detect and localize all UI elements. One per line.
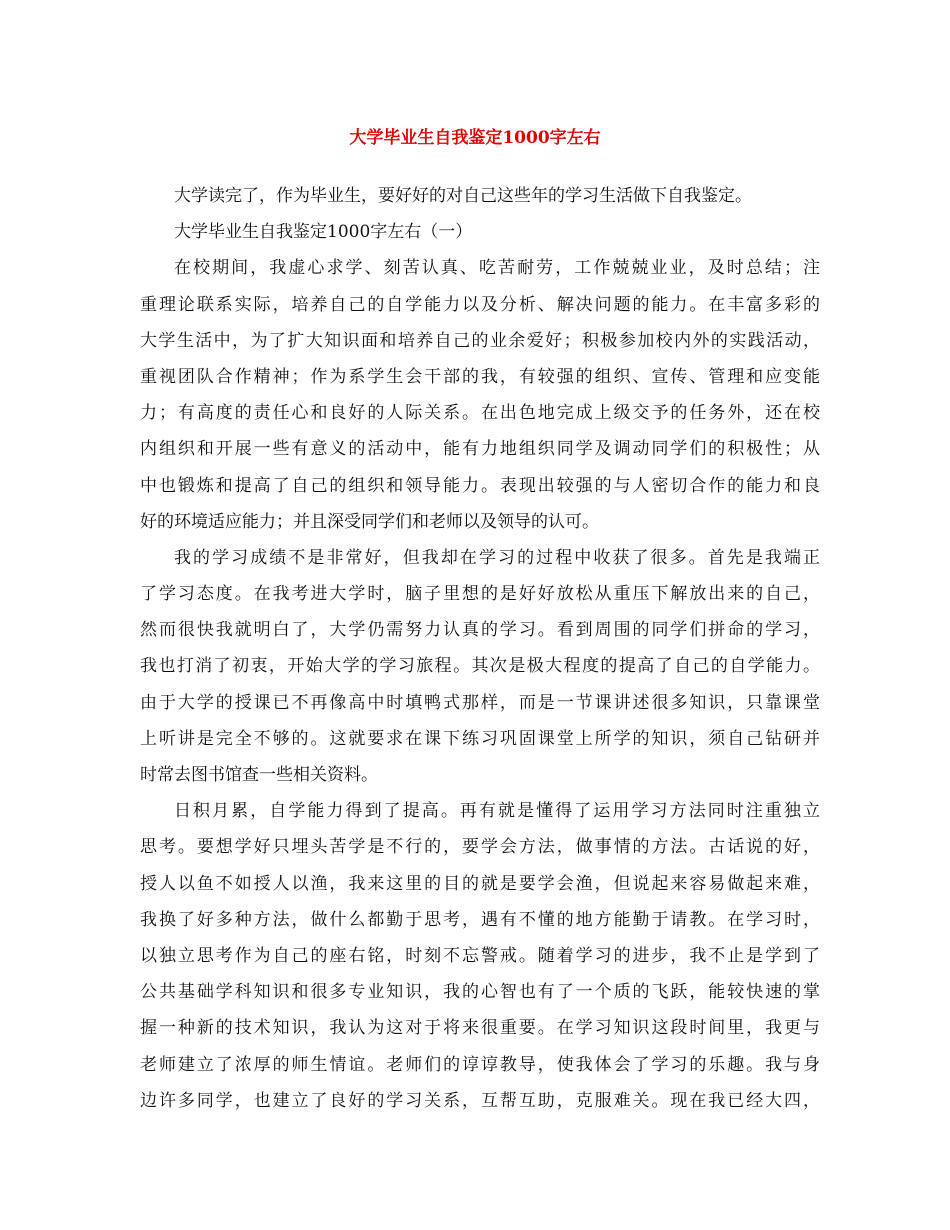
text-line: 大学毕业生自我鉴定1000字左右（一） xyxy=(174,222,473,243)
text-line: 在校期间，我虚心求学、刻苦认真、吃苦耐劳，工作兢兢业业，及时总结；注 xyxy=(174,258,820,279)
document-body xyxy=(140,178,820,1119)
document-title: 大学毕业生自我鉴定1000字左右 xyxy=(349,128,601,148)
text-line: 我换了好多种方法，做什么都勤于思考，遇有不懂的地方能勤于请教。在学习时， xyxy=(140,909,820,930)
text-line: 上听讲是完全不够的。这就要求在课下练习巩固课堂上所学的知识，须自己钻研并 xyxy=(140,728,820,749)
text-line: 然而很快我就明白了，大学仍需努力认真的学习。看到周围的同学们拼命的学习， xyxy=(140,620,820,641)
text-line: 时常去图书馆查一些相关资料。 xyxy=(140,765,378,785)
text-line: 边许多同学，也建立了良好的学习关系，互帮互助，克服难关。现在我已经大四， xyxy=(140,1090,820,1111)
text-line: 力；有高度的责任心和良好的人际关系。在出色地完成上级交予的任务外，还在校 xyxy=(140,403,820,424)
text-line: 重理论联系实际，培养自己的自学能力以及分析、解决问题的能力。在丰富多彩的 xyxy=(140,294,820,315)
text-line: 公共基础学科知识和很多专业知识，我的心智也有了一个质的飞跃，能较快速的掌 xyxy=(140,982,820,1003)
text-line: 授人以鱼不如授人以渔，我来这里的目的就是要学会渔，但说起来容易做起来难， xyxy=(140,873,820,894)
text-line: 了学习态度。在我考进大学时，脑子里想的是好好放松从重压下解放出来的自己， xyxy=(140,584,820,605)
text-line: 日积月累，自学能力得到了提高。再有就是懂得了运用学习方法同时注重独立 xyxy=(174,801,820,822)
text-line: 好的环境适应能力；并且深受同学们和老师以及领导的认可。 xyxy=(140,511,599,532)
text-line: 内组织和开展一些有意义的活动中，能有力地组织同学及调动同学们的积极性；从 xyxy=(140,439,820,460)
text-line: 重视团队合作精神；作为系学生会干部的我，有较强的组织、宣传、管理和应变能 xyxy=(140,366,820,387)
text-line: 握一种新的技术知识，我认为这对于将来很重要。在学习知识这段时间里，我更与 xyxy=(140,1018,820,1039)
text-line: 大学读完了，作为毕业生，要好好的对自己这些年的学习生活做下自我鉴定。 xyxy=(174,186,752,206)
text-line: 我的学习成绩不是非常好，但我却在学习的过程中收获了很多。首先是我端正 xyxy=(174,547,820,568)
text-line: 思考。要想学好只埋头苦学是不行的，要学会方法，做事情的方法。古话说的好， xyxy=(140,837,820,858)
text-line: 由于大学的授课已不再像高中时填鸭式那样，而是一节课讲述很多知识，只靠课堂 xyxy=(140,692,820,713)
text-line: 老师建立了浓厚的师生情谊。老师们的谆谆教导，使我体会了学习的乐趣。我与身 xyxy=(140,1054,820,1075)
text-line: 我也打消了初衷，开始大学的学习旅程。其次是极大程度的提高了自己的自学能力。 xyxy=(140,656,820,677)
text-line: 以独立思考作为自己的座右铭，时刻不忘警戒。随着学习的进步，我不止是学到了 xyxy=(140,945,820,966)
text-line: 大学生活中，为了扩大知识面和培养自己的业余爱好；积极参加校内外的实践活动， xyxy=(140,330,820,351)
text-line: 中也锻炼和提高了自己的组织和领导能力。表现出较强的与人密切合作的能力和良 xyxy=(140,475,820,496)
